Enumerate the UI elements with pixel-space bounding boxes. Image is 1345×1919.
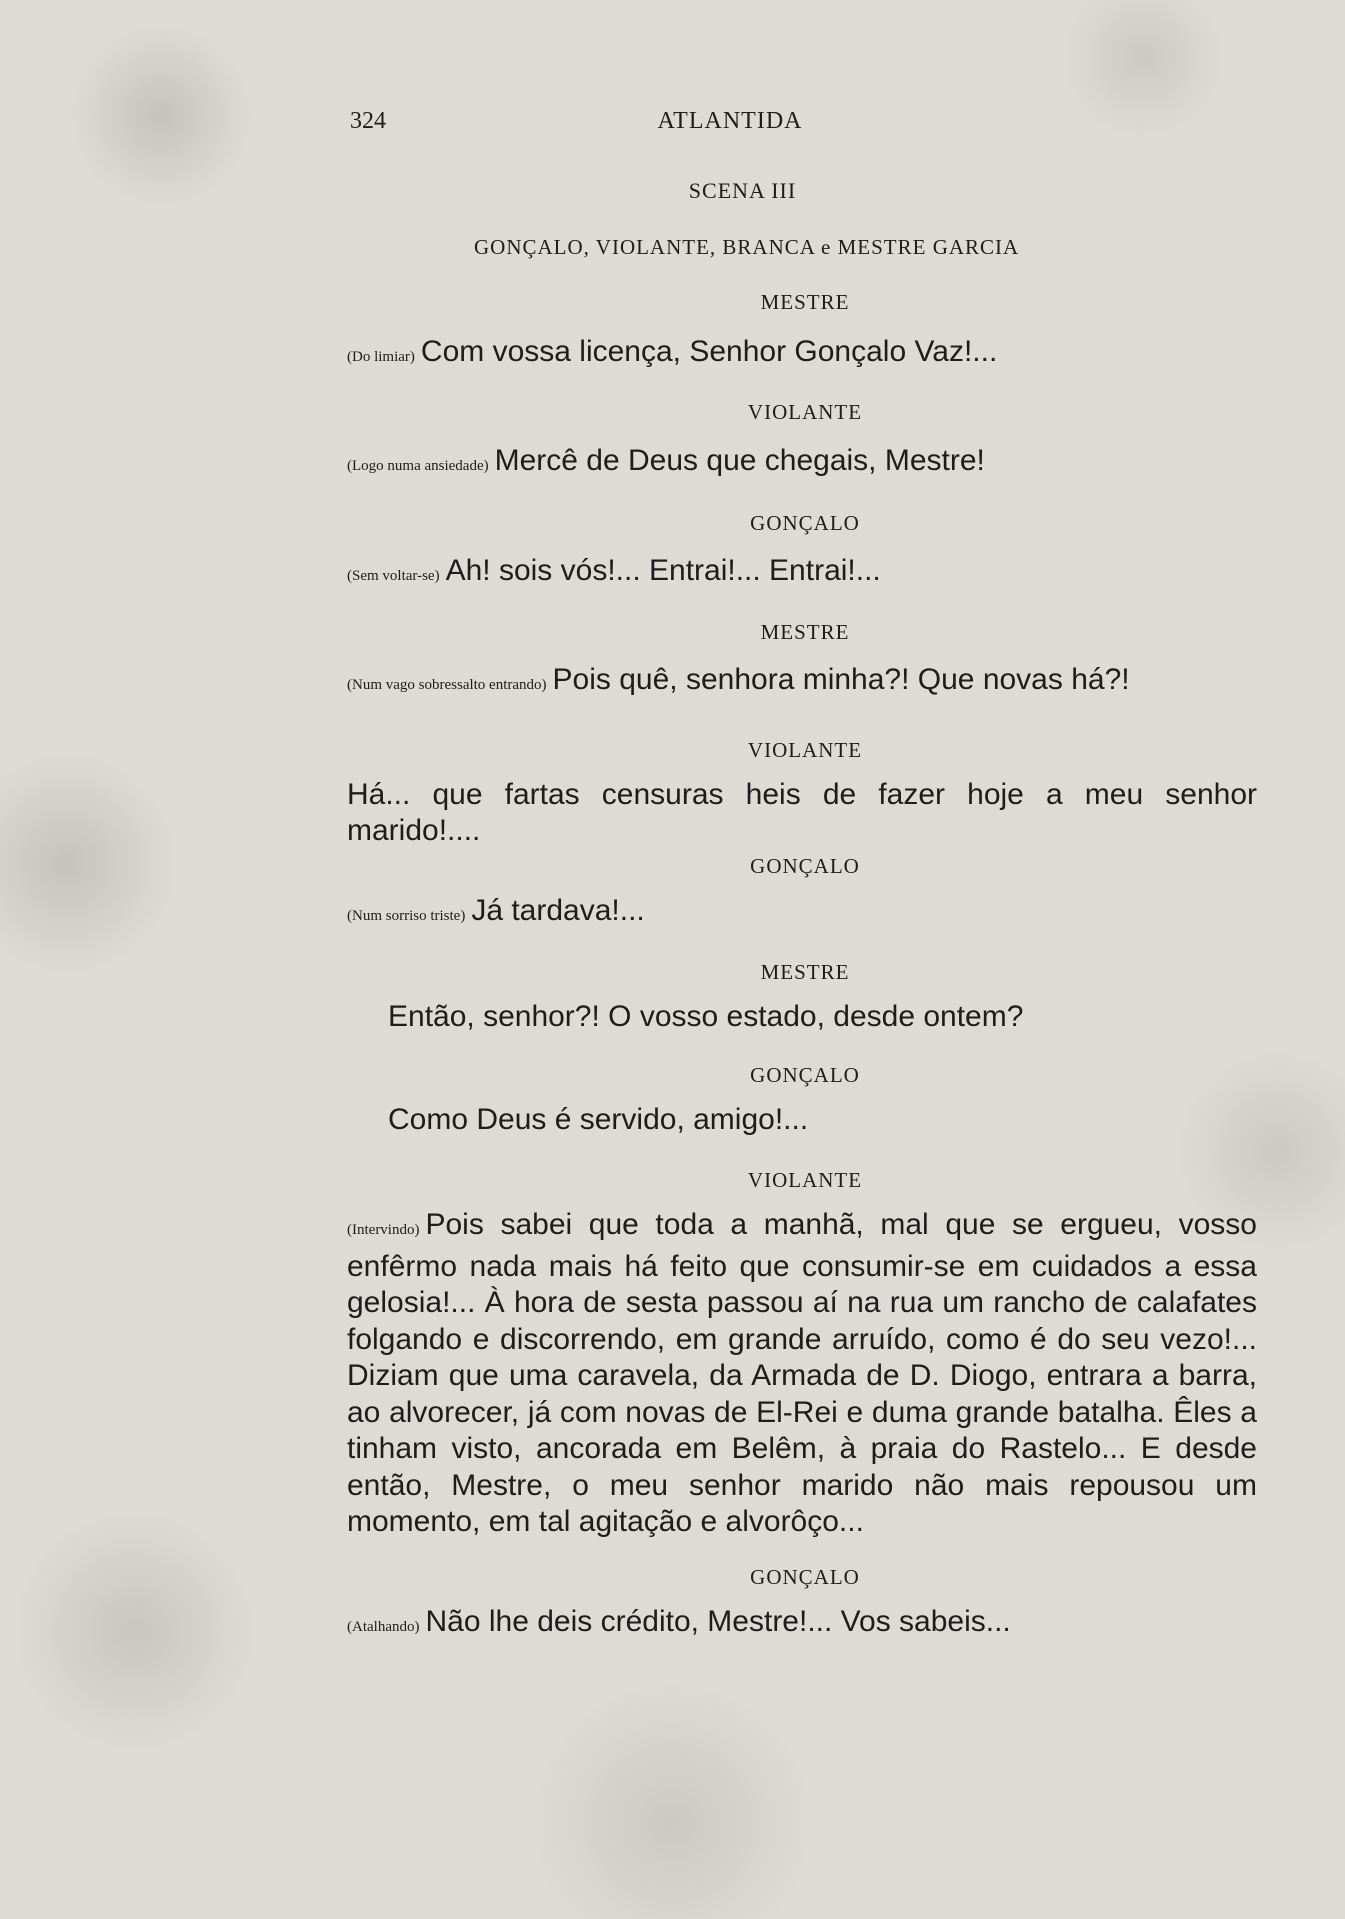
dialogue-line — [347, 553, 1262, 594]
stage-direction: (Do limiar) — [347, 349, 415, 365]
stage-direction: (Sem voltar-se) — [347, 568, 440, 584]
dialogue-line — [347, 334, 1262, 375]
stage-direction: (Num vago sobressalto entrando) — [347, 677, 547, 693]
dialogue-line — [347, 893, 1262, 934]
dialogue-line — [388, 1102, 1303, 1138]
dialogue-text: Então, senhor?! O vosso estado, desde ontem? — [388, 1000, 1024, 1033]
dialogue-line — [347, 1207, 1257, 1541]
dialogue-line — [388, 999, 1303, 1035]
dialogue-text: Com vossa licença, Senhor Gonçalo Vaz!... — [420, 335, 998, 368]
dialogue-line — [347, 662, 1257, 703]
dialogue-text: Ah! sois vós!... Entrai!... Entrai!... — [445, 554, 881, 587]
dialogue-line — [347, 1604, 1262, 1645]
speaker-name: GONÇALO — [750, 1063, 860, 1087]
stage-direction: (Num sorriso triste) — [347, 908, 466, 924]
dialogue-text: Pois quê, senhora minha?! Que novas há?! — [552, 663, 1130, 696]
speaker-name: MESTRE — [760, 290, 850, 314]
scene-title: SCENA III — [688, 178, 797, 203]
speaker-name: MESTRE — [760, 960, 850, 984]
speaker-name: VIOLANTE — [747, 1168, 863, 1192]
dialogue-text: Como Deus é servido, amigo!... — [388, 1103, 809, 1136]
speaker-name: GONÇALO — [750, 1565, 860, 1589]
speaker-name: GONÇALO — [750, 854, 860, 878]
running-title: ATLANTIDA — [657, 108, 803, 134]
dialogue-text: Mercê de Deus que chegais, Mestre! — [494, 444, 985, 477]
stage-direction: (Atalhando) — [347, 1619, 420, 1635]
page-number: 324 — [350, 108, 386, 134]
stage-direction: (Logo numa ansiedade) — [347, 458, 489, 474]
page-header — [350, 108, 1050, 138]
dialogue-text: Há... que fartas censuras heis de fazer hoje a meu senhor marido!.... — [347, 778, 1257, 847]
dialogue-text: Pois sabei que toda a manhã, mal que se ergueu, vosso enfêrmo nada mais há feito que consumir-se em cuidados a essa gelosia!... À hora de sesta passou aí na rua um rancho de calafates folgando e discorrendo, em grande arruído, como é do seu vezo!... Diziam que uma caravela, da Armada de D. Diogo, entrara a barra, ao alvorecer, já com novas de El-Rei e duma grande batalha. Êles a tinham visto, ancorada em Belêm, à praia do Rastelo... E desde então, Mestre, o meu senhor marido não mais repousou um momento, em tal agitação e alvorôço... — [347, 1208, 1257, 1538]
speaker-name: GONÇALO — [750, 511, 860, 535]
speaker-name: VIOLANTE — [747, 400, 863, 424]
speaker-name: VIOLANTE — [747, 738, 863, 762]
stage-direction: (Intervindo) — [347, 1222, 420, 1238]
dialogue-text: Já tardava!... — [471, 894, 645, 927]
dialogue-text: Não lhe deis crédito, Mestre!... Vos sabeis... — [425, 1605, 1011, 1638]
dialogue-line — [347, 777, 1257, 849]
dialogue-line — [347, 443, 1262, 484]
speaker-name: MESTRE — [760, 620, 850, 644]
cast-list: GONÇALO, VIOLANTE, BRANCA e MESTRE GARCIA — [474, 235, 1020, 259]
